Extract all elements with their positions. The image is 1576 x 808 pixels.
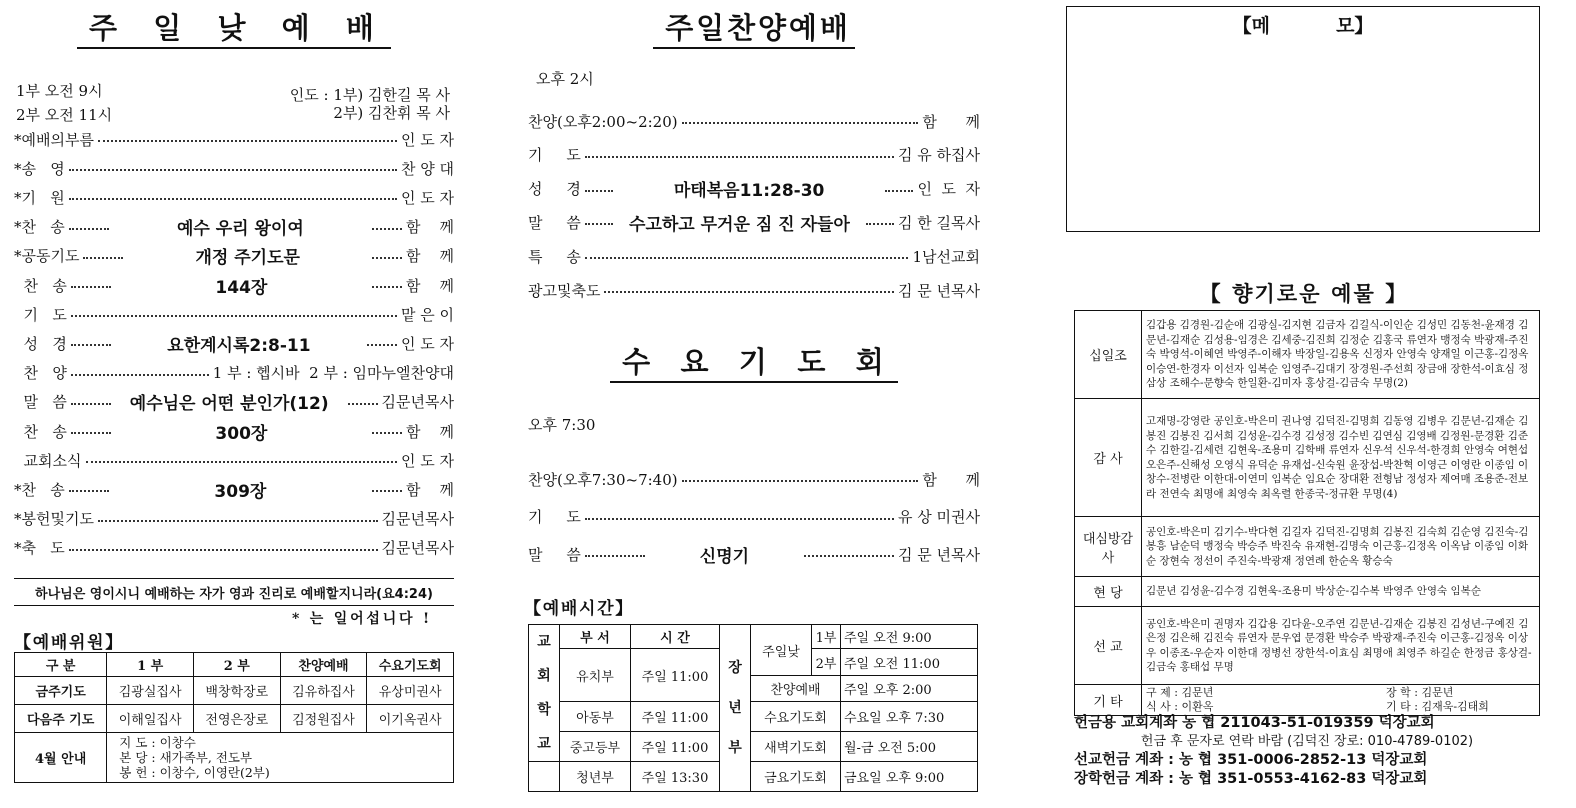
- memo-offerings-column: [1066, 0, 1542, 808]
- order-content: 300장: [215, 423, 268, 444]
- order-content: 개정 주기도문: [195, 248, 300, 269]
- schedule-adult-name: 수요기도회: [751, 702, 841, 732]
- order-label: 광고및축도: [528, 281, 601, 300]
- committee-heading: 【예배위원】: [14, 633, 124, 653]
- order-row: [528, 279, 980, 301]
- order-label: 찬 송: [14, 276, 67, 295]
- schedule-adult-time: 주일 오전 9:00: [841, 625, 978, 649]
- leader-2: 2부) 김찬휘 목 사: [333, 104, 450, 122]
- order-row: [528, 543, 980, 565]
- order-responsible: 김 유 하집사: [898, 146, 980, 165]
- committee-header: 수요기도회: [367, 653, 454, 677]
- order-row: [14, 449, 454, 471]
- order-responsible: 찬 양 대: [400, 159, 454, 178]
- order-label: 말 씀: [528, 213, 581, 232]
- schedule-school-name: 유치부: [560, 649, 631, 702]
- schedule-adult-name: 금요기도회: [751, 762, 841, 792]
- schedule-table: [528, 624, 978, 792]
- order-label: 성 경: [528, 180, 581, 199]
- order-row: [14, 216, 454, 238]
- order-label: 성 경: [14, 334, 67, 353]
- offering-category: 선 교: [1075, 607, 1142, 685]
- etc-item: 장 학 : 김문년: [1386, 686, 1454, 699]
- committee-table: [14, 652, 454, 783]
- schedule-adult-time: 금요일 오후 9:00: [841, 762, 978, 792]
- april-line: 본 당 : 새가족부, 전도부: [119, 750, 253, 765]
- committee-cell: 유상미권사: [367, 677, 454, 705]
- order-row: [14, 128, 454, 150]
- order-row: [528, 178, 980, 200]
- leader-dots: [71, 286, 111, 288]
- order-label: 찬 송: [14, 422, 67, 441]
- leader-dots: [372, 257, 402, 259]
- offering-category: 기 타: [1075, 685, 1142, 716]
- order-row: [14, 274, 454, 296]
- order-row: [14, 391, 454, 413]
- leader-dots: [69, 169, 397, 171]
- order-row: [14, 157, 454, 179]
- order-responsible: 함 께: [405, 480, 454, 499]
- wednesday-title: 수 요 기 도 회: [528, 340, 980, 381]
- leader-dots: [98, 520, 378, 522]
- committee-header: 찬양예배: [280, 653, 367, 677]
- service-time-2: 2부 오전 11시: [16, 106, 113, 124]
- leader-dots: [71, 432, 111, 434]
- order-responsible: 인 도 자: [400, 451, 454, 470]
- order-responsible: 함 께: [405, 276, 454, 295]
- committee-cell: 금주기도: [15, 677, 107, 705]
- leader-dots: [372, 286, 402, 288]
- schedule-adult-name: 주일낮: [751, 625, 812, 676]
- order-row: [14, 537, 454, 559]
- leader-dots: [71, 374, 209, 376]
- april-line: 봉 헌 : 이창수, 이영란(2부): [119, 765, 270, 780]
- order-content: 예수님은 어떤 분인가(12): [129, 394, 329, 415]
- offering-names: 공인호-박은미 권명자 김갑용 김다윤-오주연 김문년-김재순 김봉진 김성년-구예진 김은정 김은해 김진숙 류연자 문우엽 문경환 박승주 박광재-주진숙 이근홍-김정옥 이상우 이종조-우순자 이한대 정병선 장한석-이효심 최명애 최영주 하길순 한정금 홍상걸-김금숙 홍태섭 무명: [1142, 607, 1540, 685]
- order-row: [528, 110, 980, 132]
- offerings-title: 【 향기로운 예물 】: [1199, 282, 1409, 306]
- schedule-school-time: 주일 11:00: [631, 732, 720, 762]
- order-responsible: 김문년목사: [381, 510, 454, 529]
- committee-cell: 백창학장로: [193, 677, 280, 705]
- leader-dots: [69, 228, 109, 230]
- order-label: 특 송: [528, 247, 581, 266]
- order-content: 수고하고 무거운 짐 진 자들아: [629, 214, 850, 235]
- etc-item: 식 사 : 이환옥: [1146, 700, 1214, 713]
- order-responsible: 맡 은 이: [400, 305, 454, 324]
- schedule-school-time: 주일 11:00: [631, 702, 720, 732]
- contact-note: 헌금 후 문자로 연락 바람 (김덕진 장로: 010-4789-0102): [1140, 734, 1474, 749]
- april-label: 4월 안내: [15, 733, 107, 783]
- wednesday-time: 오후 7:30: [528, 416, 596, 434]
- order-content: 요한계시록2:8-11: [167, 335, 311, 356]
- committee-cell: 김정원집사: [280, 705, 367, 733]
- order-content: 예수 우리 왕이여: [176, 219, 304, 240]
- schedule-adult-time: 수요일 오후 7:30: [841, 702, 978, 732]
- offering-etc: [1142, 685, 1540, 716]
- schedule-header: 부 서: [560, 625, 631, 649]
- order-responsible: 함 께: [922, 112, 980, 131]
- offering-category: 감 사: [1075, 399, 1142, 517]
- order-row: [528, 144, 980, 166]
- leader-dots: [367, 344, 397, 346]
- order-row: [14, 186, 454, 208]
- service-time-1: 1부 오전 9시: [16, 82, 103, 100]
- offerings-table: [1074, 310, 1540, 716]
- order-responsible: 김 한 길목사: [898, 213, 980, 232]
- april-guide: [107, 733, 454, 783]
- mission-account: 선교헌금 계좌 : 농 협 351-0006-2852-13 덕장교회: [1074, 752, 1428, 768]
- schedule-adult-part: 1부: [812, 625, 841, 649]
- leader-dots: [83, 257, 123, 259]
- order-row: [528, 245, 980, 267]
- committee-header: 2 부: [193, 653, 280, 677]
- account-info: [1074, 714, 1540, 789]
- offering-category: 대심방감사: [1075, 517, 1142, 577]
- order-responsible: 인 도 자: [400, 334, 454, 353]
- order-content: 마태복음11:28-30: [673, 181, 825, 202]
- order-row: [14, 332, 454, 354]
- order-label: 기 도: [14, 305, 67, 324]
- order-label: *찬 송: [14, 218, 65, 237]
- committee-cell: 전영은장로: [193, 705, 280, 733]
- order-responsible: 인 도 자: [400, 188, 454, 207]
- order-responsible: 함 께: [405, 247, 454, 266]
- committee-cell: 김광실집사: [107, 677, 194, 705]
- order-responsible: 함 께: [922, 470, 980, 489]
- order-row: [14, 508, 454, 530]
- offering-names: 김갑용 김경원-김순애 김광실-김지현 김금자 김길식-이인순 김성민 김동천-윤재경 김문년-김재순 김성용-임경은 김세중-김진희 김정순 김홍국 류연자 맹정숙 박광재-주진숙 박영석-이혜연 박영주-이해자 박장일-김용옥 신정자 안영숙 양재일 이근홍-김정옥 이승연-한경자 이선자 임복순 임영주-김대기 장경원-주선희 장금애 장한석-이효심 정삼상 조해수-문향숙 한일환-김미자 홍상걸-김금숙 무명(2): [1142, 311, 1540, 399]
- order-label: 말 씀: [14, 393, 67, 412]
- leader-dots: [866, 223, 894, 225]
- schedule-adult-time: 주일 오후 2:00: [841, 676, 978, 702]
- order-label: *예배의부름: [14, 130, 94, 149]
- committee-header: 1 부: [107, 653, 194, 677]
- schedule-school-time: 주일 13:30: [631, 762, 720, 792]
- offering-names: 고재명-강영란 공인호-박은미 권나영 김덕진-김명희 김동영 김병우 김문년-김재순 김봉진 김봉진 김서희 김성윤-김수경 김성정 김수빈 김연심 김영배 김정원-문경환 김준수 김한길-김세련 김현욱-조용미 김학배 류연자 신우석 신우석-한경희 안영숙 여현섭 오은주-신해성 오영식 유덕순 유재섭-신숙원 윤장섭-박찬혁 이영근 이영란 이종임 이창수-전병란 이한대-이연미 임복순 임요순 장대환 전형남 정성자 제여매 조용준-전보라 전연숙 최명애 최영숙 최옥렬 한종국-정규환 무명(4): [1142, 399, 1540, 517]
- afternoon-column: [524, 0, 980, 808]
- order-responsible: 1 부 : 헵시바 2 부 : 임마누엘찬양대: [212, 364, 454, 383]
- april-line: 지 도 : 이창수: [119, 735, 196, 750]
- order-label: *기 원: [14, 188, 65, 207]
- schedule-adult-name: 새벽기도회: [751, 732, 841, 762]
- order-row: [14, 420, 454, 442]
- leader-dots: [71, 403, 111, 405]
- praise-service-title: 주일찬양예배: [528, 6, 980, 47]
- leader-dots: [682, 480, 919, 482]
- church-account: 헌금용 교회계좌 농 협 211043-51-019359 덕장교회: [1074, 715, 1435, 731]
- praise-time: 오후 2시: [536, 70, 594, 88]
- order-responsible: 김 문 년목사: [898, 281, 980, 300]
- schedule-adult-time: 주일 오전 11:00: [841, 649, 978, 676]
- order-responsible: 함 께: [405, 422, 454, 441]
- memo-box: [1066, 6, 1540, 232]
- schedule-adult-part: 2부: [812, 649, 841, 676]
- order-content: 신명기: [699, 546, 750, 567]
- leader-dots: [348, 403, 378, 405]
- sunday-service-column: [14, 0, 454, 808]
- leader-dots: [585, 257, 909, 259]
- order-row: [528, 506, 980, 528]
- leader-dots: [372, 228, 402, 230]
- order-label: 찬양(오후7:30~7:40): [528, 470, 678, 489]
- leader-dots: [682, 122, 919, 124]
- leader-dots: [585, 156, 894, 158]
- committee-cell: 이기옥권사: [367, 705, 454, 733]
- schedule-adult-name: 찬양예배: [751, 676, 841, 702]
- order-responsible: 인 도 자: [400, 130, 454, 149]
- order-label: 말 씀: [528, 545, 581, 564]
- leader-dots: [372, 432, 402, 434]
- committee-header: 구 분: [15, 653, 107, 677]
- schedule-adult-time: 월-금 오전 5:00: [841, 732, 978, 762]
- order-label: 교회소식: [14, 451, 82, 470]
- sunday-service-title: 주 일 낮 예 배: [14, 6, 454, 47]
- schedule-header: 시 간: [631, 625, 720, 649]
- order-row: [14, 303, 454, 325]
- etc-item: 구 제 : 김문년: [1146, 686, 1214, 699]
- leader-dots: [98, 140, 397, 142]
- memo-title: 【메 모】: [1232, 15, 1374, 37]
- stand-note: * 는 일어섭니다 !: [291, 611, 432, 627]
- leader-dots: [86, 461, 397, 463]
- order-row: [14, 478, 454, 500]
- order-label: *봉헌및기도: [14, 510, 94, 529]
- order-label: 찬양(오후2:00~2:20): [528, 112, 678, 131]
- committee-cell: 김유하집사: [280, 677, 367, 705]
- leader-dots: [69, 549, 378, 551]
- order-responsible: 김문년목사: [381, 539, 454, 558]
- order-row: [14, 362, 454, 384]
- schedule-school-name: 아동부: [560, 702, 631, 732]
- schedule-school-time: 주일 11:00: [631, 649, 720, 702]
- order-label: 기 도: [528, 508, 581, 526]
- schedule-school-name: 중고등부: [560, 732, 631, 762]
- leader-dots: [585, 518, 894, 520]
- order-label: *공동기도: [14, 247, 80, 266]
- leader-dots: [804, 555, 894, 557]
- leader-dots: [585, 555, 645, 557]
- committee-cell: 이해일집사: [107, 705, 194, 733]
- order-label: 찬 양: [14, 364, 67, 383]
- order-row: [528, 468, 980, 490]
- order-row: [528, 211, 980, 233]
- order-responsible: 인 도 자: [917, 180, 980, 199]
- etc-item: 기 타 : 김재욱-김태희: [1386, 700, 1489, 713]
- leader-dots: [71, 315, 397, 317]
- offering-category: 십일조: [1075, 311, 1142, 399]
- leader-dots: [69, 198, 397, 200]
- adult-label: 장년부: [720, 625, 751, 792]
- order-responsible: 김 문 년목사: [898, 545, 980, 564]
- scholarship-account: 장학헌금 계좌 : 농 협 351-0553-4162-83 덕장교회: [1074, 771, 1428, 787]
- offering-names: 김문년 김성윤-김수경 김현욱-조용미 박상순-김수복 박영주 안영숙 임복순: [1142, 577, 1540, 607]
- offering-names: 공인호-박은미 김기수-박다현 김길자 김덕진-김명희 김봉진 김숙희 김순영 김진숙-김봉흥 남순덕 맹정숙 박승주 박진숙 유재현-김명숙 이근홍-김정옥 이옥남 이종임 이화순 장현숙 정선이 주진숙-박광재 정연례 한순옥 황승숙: [1142, 517, 1540, 577]
- leader-dots: [604, 291, 894, 293]
- order-label: *송 영: [14, 159, 65, 178]
- order-label: 기 도: [528, 146, 581, 165]
- leader-dots: [885, 190, 913, 192]
- order-responsible: 1남선교회: [912, 247, 980, 266]
- order-row: [14, 245, 454, 267]
- church-school-label: 교회학교: [529, 625, 560, 762]
- order-responsible: 김문년목사: [381, 393, 454, 412]
- leader-dots: [585, 223, 613, 225]
- leader-dots: [71, 344, 111, 346]
- order-responsible: 함 께: [405, 218, 454, 237]
- order-responsible: 유 상 미권사: [898, 508, 980, 526]
- order-content: 309장: [214, 481, 267, 502]
- order-label: *찬 송: [14, 480, 65, 499]
- offering-category: 현 당: [1075, 577, 1142, 607]
- schedule-heading: 【예배시간】: [524, 599, 634, 619]
- scripture-verse: 하나님은 영이시니 예배하는 자가 영과 진리로 예배할지니라(요4:24): [14, 578, 454, 606]
- leader-dots: [69, 490, 109, 492]
- order-label: *축 도: [14, 539, 65, 558]
- leader-1: 인도 : 1부) 김한길 목 사: [289, 86, 450, 104]
- order-content: 144장: [215, 277, 268, 298]
- schedule-school-name: 청년부: [560, 762, 631, 792]
- leader-dots: [585, 190, 613, 192]
- leader-dots: [372, 490, 402, 492]
- committee-cell: 다음주 기도: [15, 705, 107, 733]
